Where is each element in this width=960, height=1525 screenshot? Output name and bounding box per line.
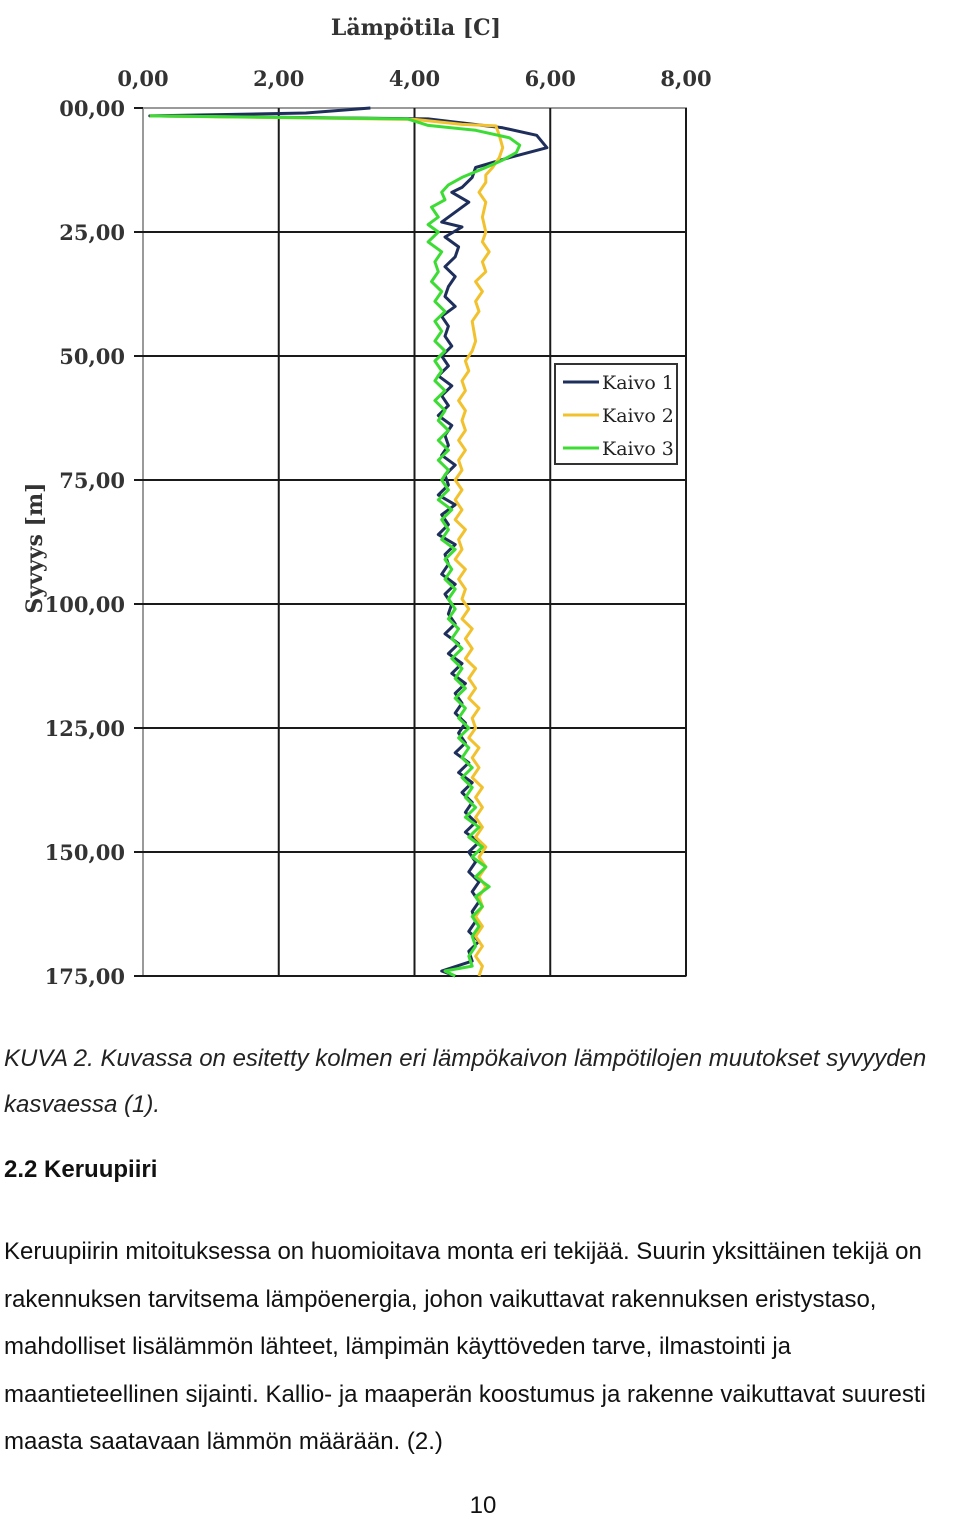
- y-tick-label: 125,00: [44, 716, 125, 741]
- x-tick-label: 4,00: [388, 66, 441, 91]
- figure-caption: KUVA 2. Kuvassa on esitetty kolmen eri lämpökaivon lämpötilojen muutokset syvyyden kasvaessa (1).: [4, 1045, 927, 1118]
- y-axis-label: Syvyys [m]: [22, 482, 48, 614]
- x-tick-label: 8,00: [660, 66, 712, 91]
- page-number: 10: [469, 1492, 497, 1519]
- y-tick-label: 25,00: [59, 220, 125, 245]
- y-tick-label: 50,00: [59, 344, 125, 369]
- x-tick-label: 0,00: [117, 66, 169, 91]
- legend-label-kaivo-2: Kaivo 2: [602, 405, 674, 427]
- y-tick-label: 75,00: [59, 468, 125, 493]
- y-tick-label: 150,00: [44, 840, 125, 865]
- chart-title: Lämpötila [C]: [330, 15, 502, 41]
- y-tick-label: 00,00: [59, 96, 125, 121]
- legend-label-kaivo-3: Kaivo 3: [602, 438, 674, 460]
- x-tick-label: 2,00: [253, 66, 305, 91]
- y-tick-label: 175,00: [44, 964, 125, 989]
- section-paragraph: Keruupiirin mitoituksessa on huomioitava monta eri tekijää. Suurin yksittäinen tekijä on rakennuksen tarvitsema lämpöenergia, johon vaikuttavat rakennuksen eristystaso, mahdolliset lisälämmön lähteet, lämpimän käyttöveden tarve, ilmastointi ja maantieteellinen sijainti. Kallio- ja maaperän koostumus ja rakenne vaikuttavat suuresti maasta saatavaan lämmön määrään. (2.): [4, 1238, 926, 1455]
- y-tick-label: 100,00: [44, 592, 125, 617]
- x-tick-label: 6,00: [524, 66, 576, 91]
- section-heading: 2.2 Keruupiiri: [4, 1156, 158, 1183]
- legend-label-kaivo-1: Kaivo 1: [602, 372, 674, 394]
